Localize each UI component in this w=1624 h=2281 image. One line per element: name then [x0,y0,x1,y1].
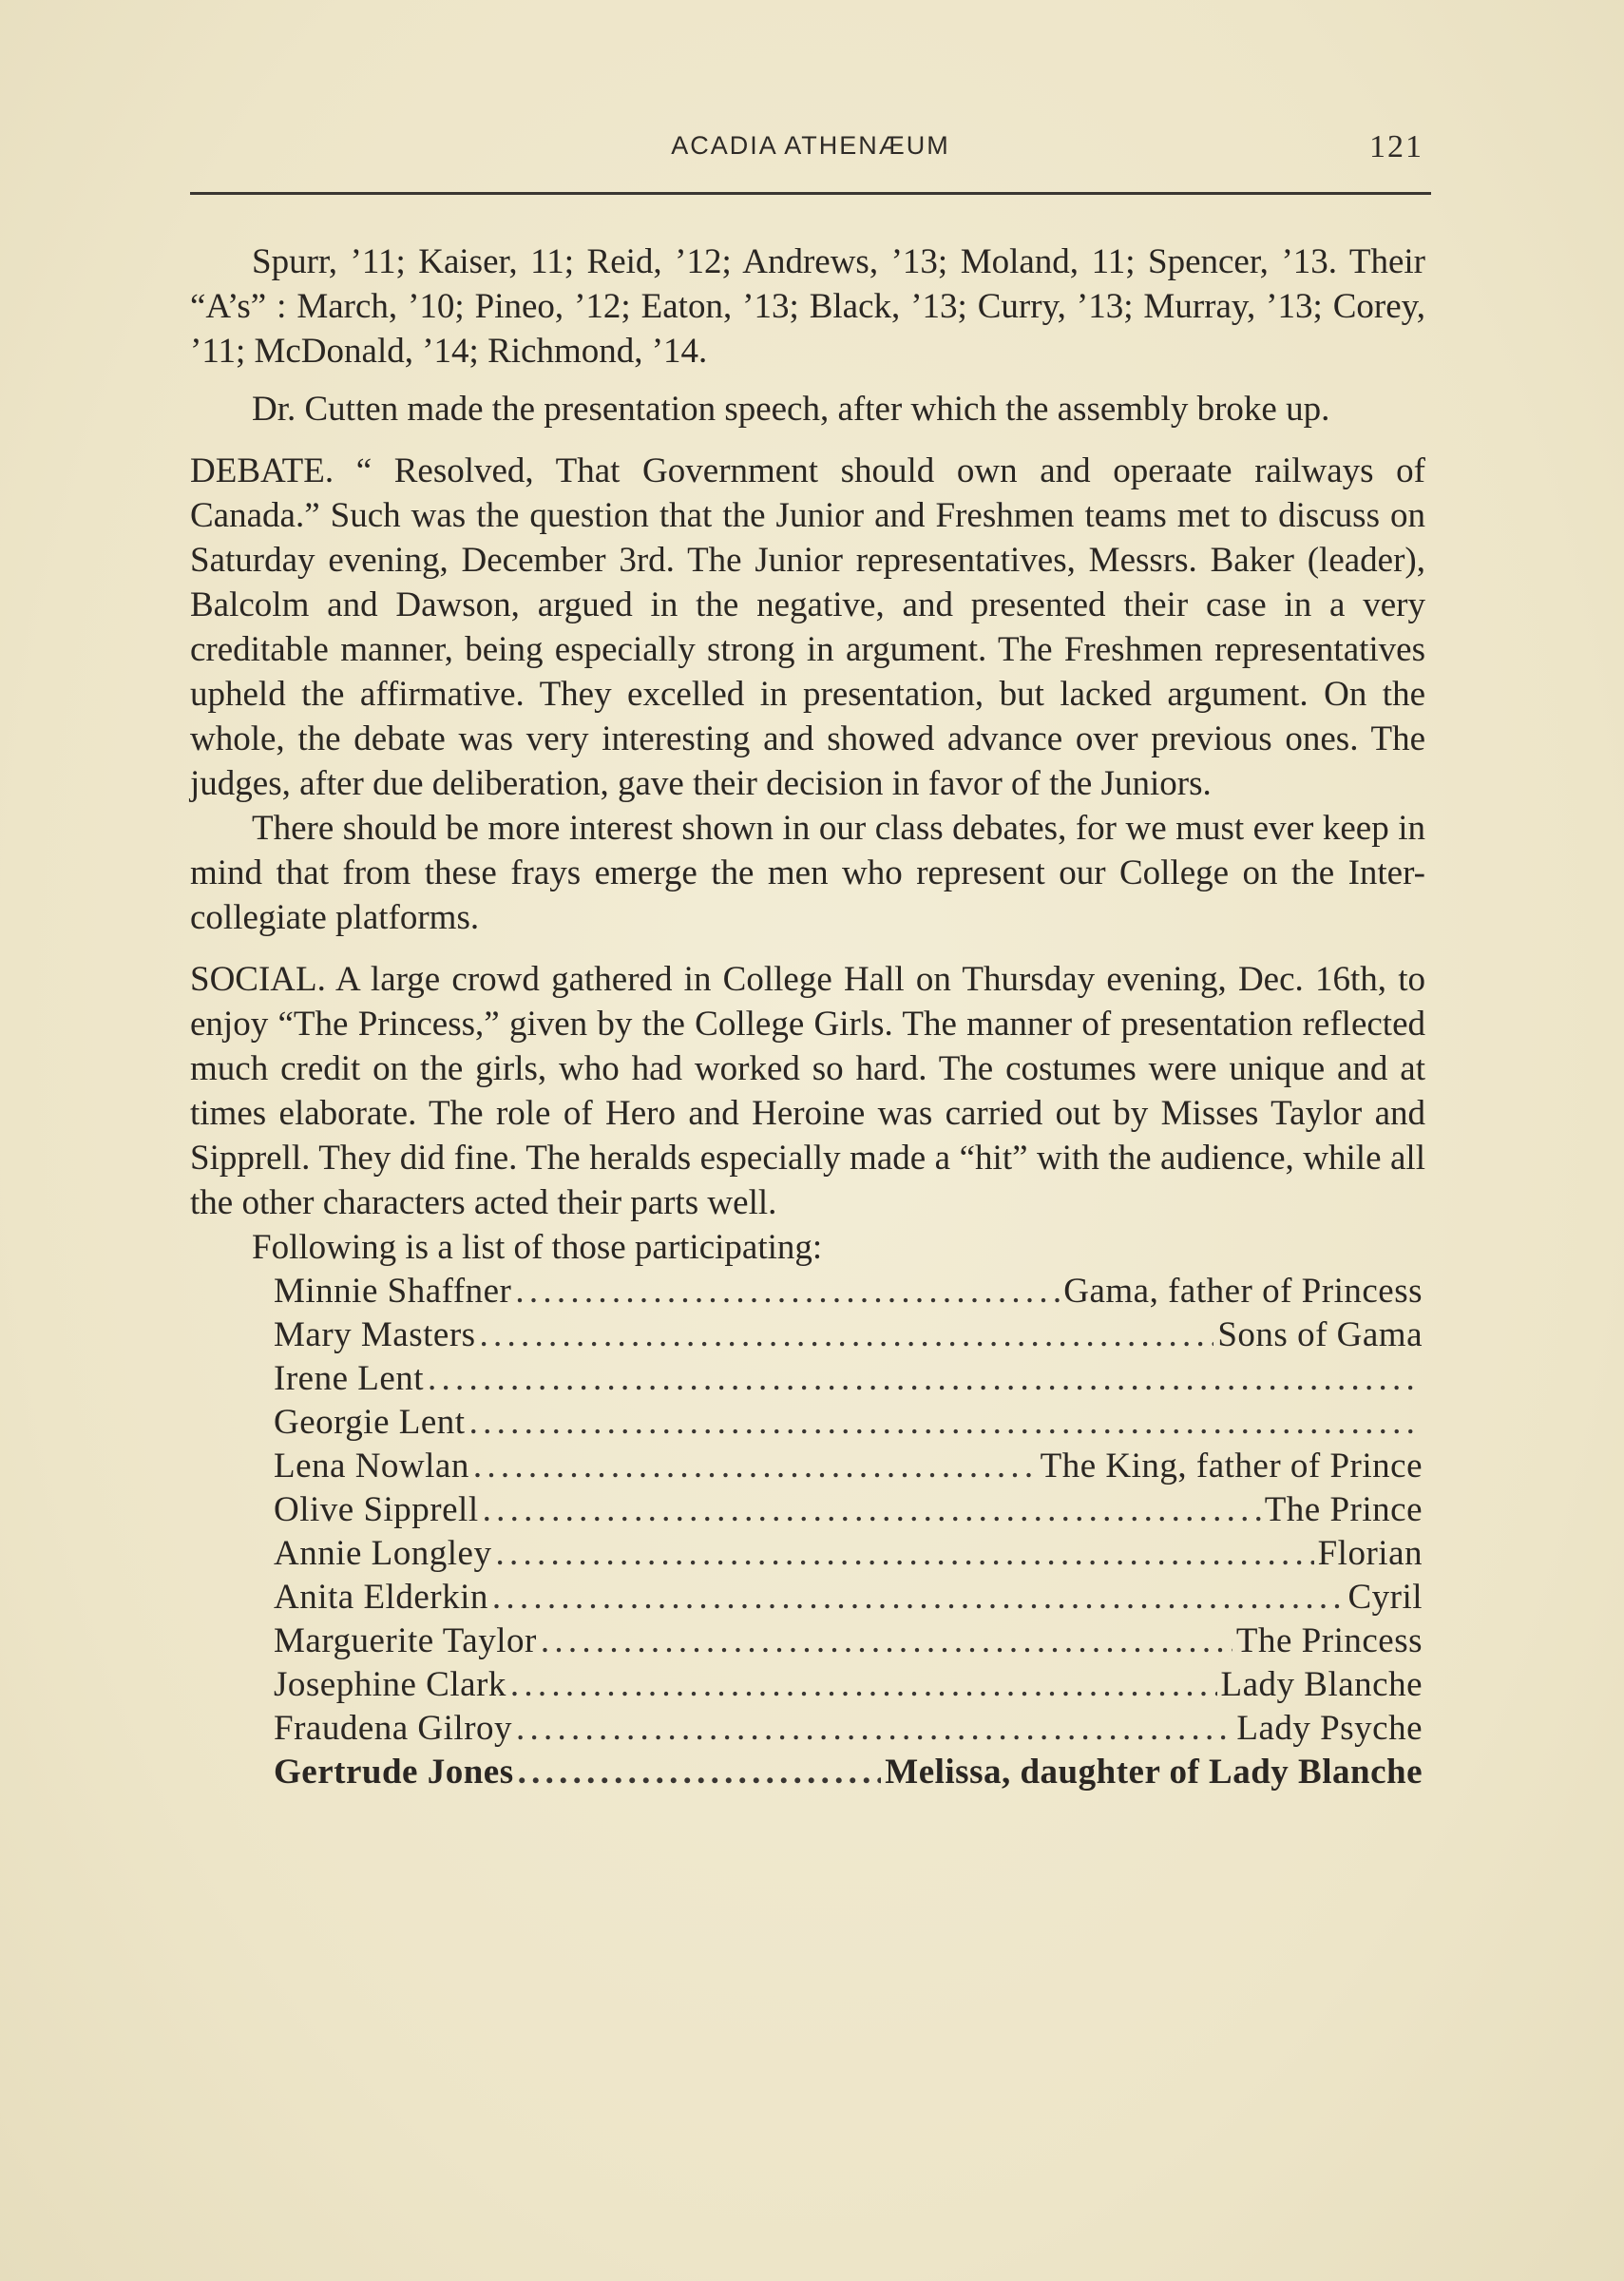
dot-leader [518,1751,882,1794]
cast-actor: Fraudena Gilroy [274,1709,513,1748]
cast-actor: Irene Lent [274,1359,425,1398]
cast-role: Sons of Gama [1217,1315,1423,1354]
cast-actor: Anita Elderkin [274,1578,488,1617]
cast-role: The King, father of Prince [1040,1447,1423,1486]
cast-role: Melissa, daughter of Lady Blanche [885,1753,1423,1792]
cast-actor: Minnie Shaffner [274,1272,512,1311]
cast-actor: Josephine Clark [274,1665,506,1704]
header-rule [190,192,1431,195]
dot-leader [473,1445,1037,1488]
cast-row [274,1488,1423,1532]
cast-role: Lady Psyche [1236,1709,1423,1748]
awards-paragraph: Spurr, ’11; Kaiser, 11; Reid, ’12; Andrews, ’13; Moland, 11; Spencer, ’13. Their “A’s” : March, ’10; Pineo, ’12; Eaton, ’13; Black, ’13; Curry, ’13; Murray, ’13; Corey, ’11; McDonald, ’14; Richmond, ’14. [190,242,1425,371]
dot-leader [469,1401,1419,1445]
cast-actor: Annie Longley [274,1534,492,1573]
dot-leader [428,1357,1419,1401]
cast-row [274,1751,1423,1794]
cast-row [274,1445,1423,1488]
dot-leader [516,1707,1232,1751]
cast-row [274,1620,1423,1663]
cast-actor: Marguerite Taylor [274,1621,537,1660]
dot-leader [515,1270,1060,1313]
cast-list [190,1270,1423,1794]
cast-role: Florian [1317,1534,1423,1573]
dot-leader [541,1620,1232,1663]
cast-actor: Olive Sipprell [274,1490,479,1529]
page-header [190,131,1431,179]
class-debates-paragraph: There should be more interest shown in our class debates, for we must ever keep in mind that from these frays emerge the men who represent our College on the Inter-collegiate platforms. [190,809,1425,937]
debate-paragraph: DEBATE. “ Resolved, That Government should own and operaate railways of Canada.” Such was the question that the Junior and Freshmen teams met to discuss on Saturday evening, December 3rd. The Junior representatives, Messrs. Baker (leader), Balcolm and Dawson, argued in the negative, and presented their case in a very creditable manner, being especially strong in argument. The Freshmen representatives upheld the affirmative. They excelled in presentation, but lacked argument. On the whole, the debate was very interesting and showed advance over previous ones. The judges, after due deliberation, gave their decision in favor of the Juniors. [190,451,1425,803]
cast-actor: Georgie Lent [274,1403,466,1442]
page-number: 121 [1369,129,1423,164]
article-body [190,240,1425,1794]
cast-role: The Prince [1264,1490,1423,1529]
cast-actor: Lena Nowlan [274,1447,469,1486]
dot-leader [480,1313,1214,1357]
cast-row [274,1270,1423,1313]
dot-leader [483,1488,1261,1532]
dot-leader [495,1532,1313,1576]
running-title: ACADIA ATHENÆUM [671,131,950,160]
dot-leader [492,1576,1345,1620]
presentation-paragraph: Dr. Cutten made the presentation speech, after which the assembly broke up. [252,390,1330,429]
cast-row [274,1313,1423,1357]
social-paragraph: SOCIAL. A large crowd gathered in College Hall on Thursday evening, Dec. 16th, to enjoy “The Princess,” given by the College Girls. The manner of presentation reflected much credit on the girls, who had worked so hard. The costumes were unique and at times elaborate. The role of Hero and Heroine was carried out by Misses Taylor and Sipprell. They did fine. The heralds especially made a “hit” with the audience, while all the other characters acted their parts well. [190,960,1425,1222]
cast-actor: Mary Masters [274,1315,476,1354]
cast-intro: Following is a list of those participating: [252,1228,823,1267]
cast-role: Lady Blanche [1220,1665,1423,1704]
cast-row [274,1576,1423,1620]
cast-row [274,1401,1423,1445]
cast-role: Cyril [1347,1578,1423,1617]
cast-actor: Gertrude Jones [274,1753,514,1792]
cast-role: The Princess [1235,1621,1423,1660]
cast-role: Gama, father of Princess [1063,1272,1423,1311]
cast-row [274,1663,1423,1707]
cast-row [274,1532,1423,1576]
cast-row [274,1357,1423,1401]
cast-row [274,1707,1423,1751]
dot-leader [510,1663,1217,1707]
